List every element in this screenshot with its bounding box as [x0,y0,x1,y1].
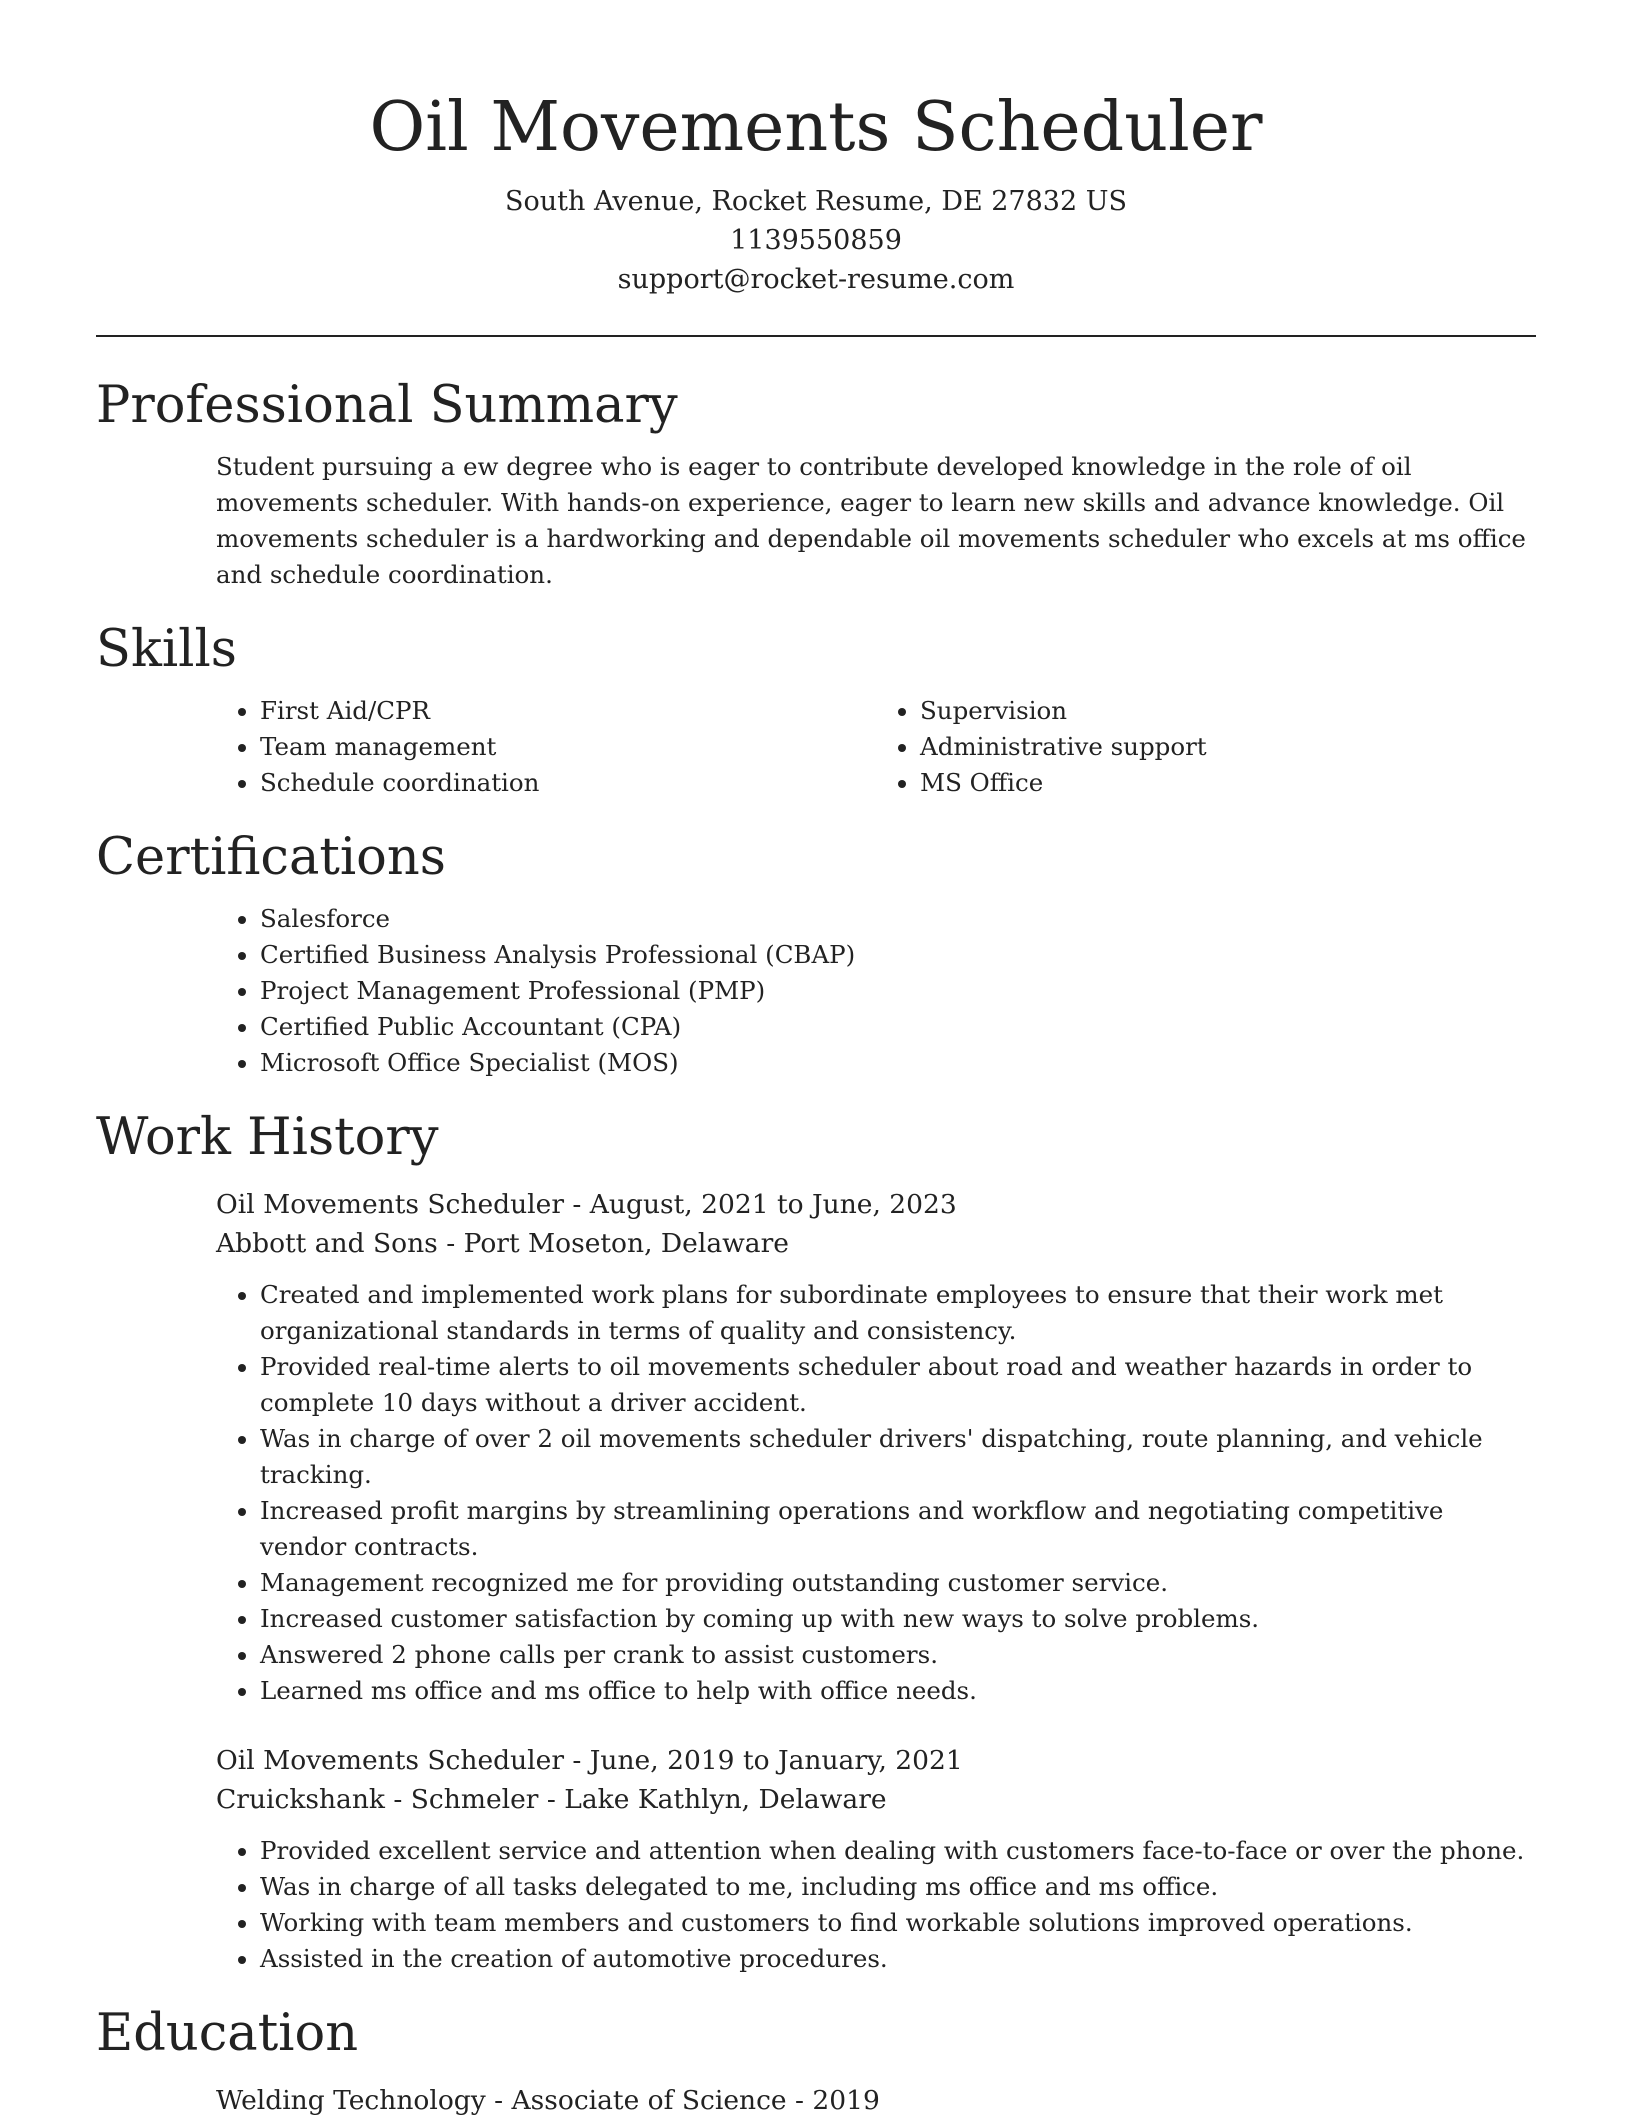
certifications-title: Certifications [96,828,446,887]
education-body [216,2081,1536,2120]
job-bullet: • Increased profit margins by streamlining operations and workflow and negotiating competitive vendor contracts. [260,1493,1536,1565]
job-bullet: • Answered 2 phone calls per crank to assist customers. [260,1637,1536,1673]
skill-item: • Schedule coordination [260,765,876,801]
skill-item: • First Aid/CPR [260,693,876,729]
education-entry: Welding Technology - Associate of Science - 2019 [216,2085,880,2116]
job-title-line: Oil Movements Scheduler - June, 2019 to January, 2021 [216,1745,963,1776]
contact-address: South Avenue, Rocket Resume, DE 27832 US [505,186,1127,217]
certification-item: • Salesforce [260,901,1536,937]
certification-item: • Project Management Professional (PMP) [260,973,1536,1009]
contact-block [96,182,1536,299]
certification-item: • Certified Public Accountant (CPA) [260,1009,1536,1045]
job-bullet: • Provided excellent service and attention when dealing with customers face-to-face or over the phone. [260,1833,1536,1869]
job-bullets [216,1833,1536,1977]
education-title: Education [96,2004,359,2063]
job-entry [216,1741,1536,1977]
summary-body [216,449,1536,593]
certifications-body [216,901,1536,1081]
certifications-section [96,825,1536,1081]
skills-list-left [216,693,876,801]
skill-item: • Administrative support [920,729,1536,765]
certifications-list [216,901,1536,1081]
certification-item: • Certified Business Analysis Professional (CBAP) [260,937,1536,973]
job-bullet: • Learned ms office and ms office to help with office needs. [260,1673,1536,1709]
job-company-line: Abbott and Sons - Port Moseton, Delaware [216,1228,789,1259]
job-bullet: • Provided real-time alerts to oil movements scheduler about road and weather hazards in order to complete 10 days without a driver accident. [260,1349,1536,1421]
skill-item: • MS Office [920,765,1536,801]
education-section [96,2001,1536,2120]
job-bullet: • Was in charge of all tasks delegated to me, including ms office and ms office. [260,1869,1536,1905]
summary-text: Student pursuing a ew degree who is eager to contribute developed knowledge in the role of oil movements scheduler. With hands-on experience, eager to learn new skills and advance knowledge. Oil movements scheduler is a hardworking and dependable oil movements scheduler who excels at ms office and schedule coordination. [216,452,1526,589]
job-title-line: Oil Movements Scheduler - August, 2021 to June, 2023 [216,1189,957,1220]
job-bullets [216,1277,1536,1709]
certification-item: • Microsoft Office Specialist (MOS) [260,1045,1536,1081]
contact-email: support@rocket-resume.com [617,264,1015,295]
candidate-name: Oil Movements Scheduler [369,88,1263,167]
resume-page [96,0,1536,2120]
job-bullet: • Assisted in the creation of automotive procedures. [260,1941,1536,1977]
job-bullet: • Management recognized me for providing outstanding customer service. [260,1565,1536,1601]
contact-phone: 1139550859 [730,225,902,256]
skill-item: • Supervision [920,693,1536,729]
work-history-section [96,1105,1536,1977]
skills-section [96,617,1536,801]
job-bullet: • Created and implemented work plans for subordinate employees to ensure that their work met organizational standards in terms of quality and consistency. [260,1277,1536,1349]
skills-list-right [876,693,1536,801]
skills-grid [216,693,1536,801]
job-entry [216,1185,1536,1709]
skills-title: Skills [96,620,237,679]
job-bullet: • Was in charge of over 2 oil movements scheduler drivers' dispatching, route planning, and vehicle tracking. [260,1421,1536,1493]
job-bullet: • Working with team members and customers to find workable solutions improved operations. [260,1905,1536,1941]
resume-header [96,0,1536,299]
job-bullet: • Increased customer satisfaction by coming up with new ways to solve problems. [260,1601,1536,1637]
summary-title: Professional Summary [96,376,678,435]
work-history-title: Work History [96,1108,439,1167]
header-divider [96,335,1536,337]
summary-section [96,373,1536,593]
job-company-line: Cruickshank - Schmeler - Lake Kathlyn, Delaware [216,1784,887,1815]
skill-item: • Team management [260,729,876,765]
